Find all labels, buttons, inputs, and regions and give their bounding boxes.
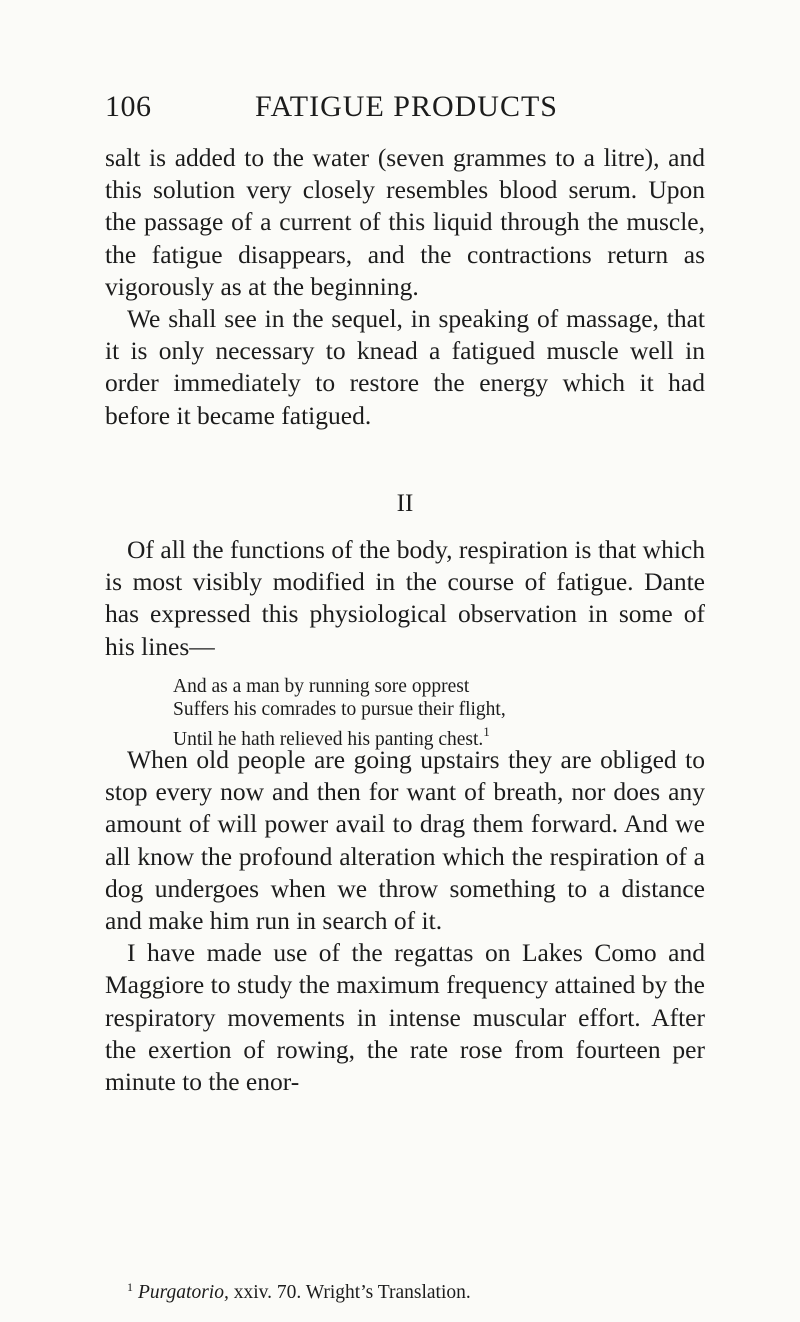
footnote-citation: xxiv. 70. — [233, 1282, 302, 1303]
footnote-reference: 1 — [483, 724, 490, 739]
text-block-3 — [105, 744, 705, 1098]
paragraph-2: We shall see in the sequel, in speaking of massage, that it is only necessary to knead a fatigued muscle well in order immediately to restore the energy which it had before it became fatigued. — [105, 304, 705, 430]
book-page — [105, 0, 705, 1322]
verse-line: And as a man by running sore opprest — [173, 676, 470, 697]
page-number: 106 — [105, 90, 152, 123]
footnote-title: Purgatorio, — [138, 1282, 229, 1303]
verse-quotation — [173, 676, 693, 752]
footnote-source: Wright’s Translation. — [305, 1282, 471, 1303]
page-header — [105, 90, 705, 126]
paragraph-5: I have made use of the regattas on Lakes Como and Maggiore to study the maximum frequency attained by the respiratory movements in intense muscular effort. After the exertion of rowing, the rate rose from fourteen per minute to the enor- — [105, 938, 705, 1097]
footnote — [127, 1280, 707, 1304]
footnote-marker: 1 — [127, 1280, 133, 1294]
section-heading: II — [396, 490, 414, 517]
paragraph-3: Of all the functions of the body, respiration is that which is most visibly modified in the course of fatigue. Dante has expressed this physiological observation in some of his lines— — [105, 535, 705, 661]
paragraph-1: salt is added to the water (seven grammes to a litre), and this solution very closely resembles blood serum. Upon the passage of a current of this liquid through the muscle, the fatigue disappears, and the contractions return as vigorously as at the beginning. — [105, 143, 705, 301]
running-head: FATIGUE PRODUCTS — [255, 90, 558, 123]
verse-line: Suffers his comrades to pursue their flight, — [173, 698, 506, 720]
text-block-1 — [105, 142, 705, 432]
paragraph-4: When old people are going upstairs they are obliged to stop every now and then for want of breath, nor does any amount of will power avail to drag them forward. And we all know the profound alteration which the respiration of a dog undergoes when we throw something to a distance and make him run in search of it. — [105, 745, 705, 936]
verse-line-text: Until he hath relieved his panting chest. — [173, 729, 484, 750]
text-block-2 — [105, 534, 705, 663]
